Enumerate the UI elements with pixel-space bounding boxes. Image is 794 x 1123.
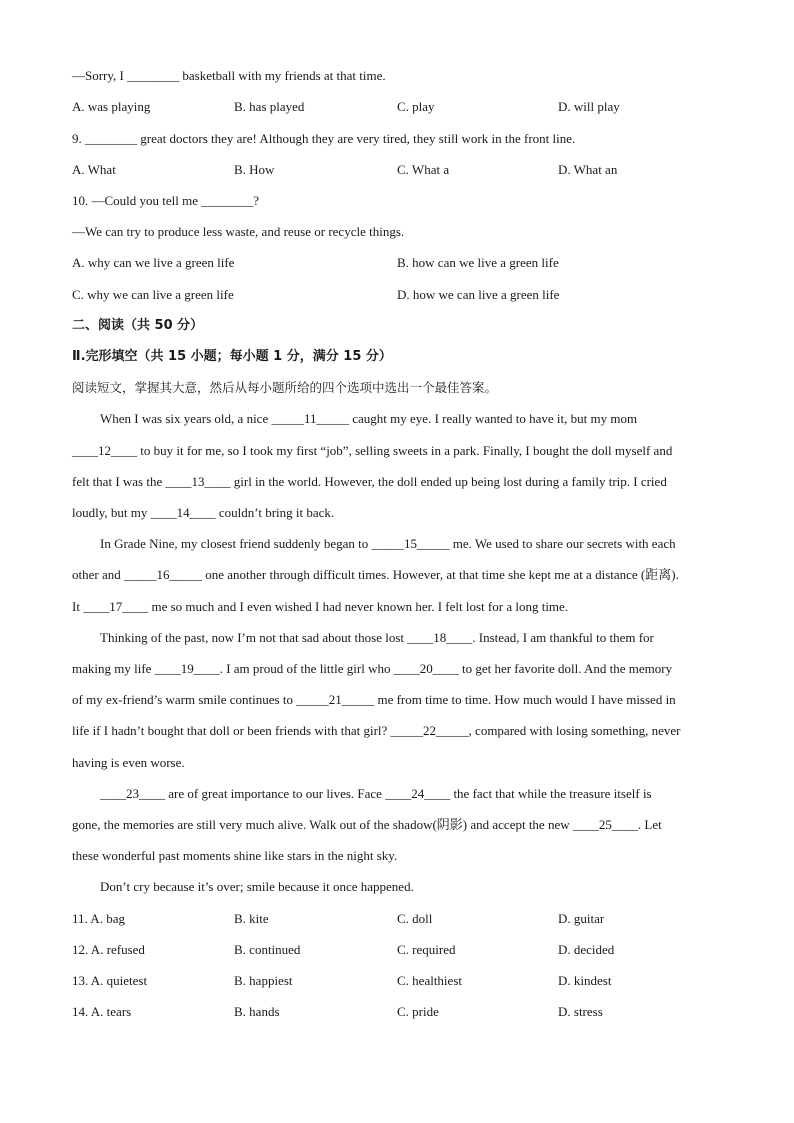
q11-option-d: D. guitar [558, 911, 605, 926]
passage-line: of my ex-friend’s warm smile continues to _____21_____ me from time to time. How much would I have missed in [72, 692, 676, 707]
blank: ________ [127, 68, 180, 83]
passage-line: making my life ____19____. I am proud of the little girl who ____20____ to get her favorite doll. And the memory [72, 661, 673, 676]
passage-line: In Grade Nine, my closest friend suddenly began to _____15_____ me. We used to share our secrets with each [100, 536, 676, 551]
q8-option-c: C. play [397, 99, 435, 114]
blank: ____24____ [385, 786, 451, 801]
passage-line: felt that I was the ____13____ girl in the world. However, the doll ended up being lost during a family trip. I cried [72, 474, 667, 489]
passage-line: When I was six years old, a nice _____11_____ caught my eye. I really wanted to have it, but my mom [100, 411, 638, 426]
q14-option-d: D. stress [558, 1004, 603, 1019]
q10-stem: 10. —Could you tell me ________? [72, 193, 260, 208]
section-title: 二、阅读（共 50 分） [72, 318, 204, 333]
blank: ____25____ [572, 817, 638, 832]
q10-response: —We can try to produce less waste, and reuse or recycle things. [72, 224, 405, 239]
q12-option-a: 12. A. refused [72, 942, 145, 957]
q9-option-c: C. What a [397, 162, 450, 177]
blank: ________ [85, 131, 137, 146]
q10-option-d: D. how we can live a green life [397, 287, 560, 302]
instructions: 阅读短文，掌握其大意，然后从每小题所给的四个选项中选出一个最佳答案。 [72, 380, 498, 395]
part-title: Ⅱ.完形填空（共 15 小题；每小题 1 分，满分 15 分） [72, 349, 392, 364]
passage-line: life if I hadn’t bought that doll or been friends with that girl? _____22_____, compared with losing something, never [72, 723, 681, 738]
blank: ____20____ [393, 661, 459, 676]
passage-line: It ____17____ me so much and I even wished I had never known her. I felt lost for a long time. [72, 599, 569, 614]
blank: _____15_____ [371, 536, 450, 551]
blank: ____23____ [100, 786, 165, 801]
passage-line: ____12____ to buy it for me, so I took my first “job”, selling sweets in a park. Finally, I bought the doll myself and [72, 443, 673, 458]
q8-option-b: B. has played [234, 99, 305, 114]
q13-option-c: C. healthiest [397, 973, 462, 988]
blank: _____21_____ [296, 692, 375, 707]
q12-option-d: D. decided [558, 942, 615, 957]
blank: ____18____ [407, 630, 473, 645]
passage-line: Thinking of the past, now I’m not that sad about those lost ____18____. Instead, I am thankful to them for [100, 630, 654, 645]
q12-option-c: C. required [397, 942, 456, 957]
passage-line: gone, the memories are still very much alive. Walk out of the shadow(阴影) and accept the new ____25____. Let [72, 817, 662, 832]
q14-option-a: 14. A. tears [72, 1004, 132, 1019]
q11-option-b: B. kite [234, 911, 269, 926]
blank: ________ [201, 193, 254, 208]
q14-option-b: B. hands [234, 1004, 280, 1019]
blank: ____17____ [83, 599, 149, 614]
blank: ____12____ [72, 443, 137, 458]
passage-line: other and _____16_____ one another through difficult times. However, at that time she kept me at a distance (距离). [72, 567, 679, 582]
q11-option-c: C. doll [397, 911, 433, 926]
passage-line: having is even worse. [72, 755, 185, 770]
q10-option-c: C. why we can live a green life [72, 287, 234, 302]
q8-option-d: D. will play [558, 99, 620, 114]
blank: ____13____ [165, 474, 231, 489]
blank: ____19____ [154, 661, 220, 676]
blank: _____16_____ [123, 567, 202, 582]
q11-option-a: 11. A. bag [72, 911, 125, 926]
q8-response: —Sorry, I ________ basketball with my friends at that time. [72, 68, 386, 83]
q13-option-d: D. kindest [558, 973, 612, 988]
q9-option-b: B. How [234, 162, 275, 177]
q10-option-a: A. why can we live a green life [72, 255, 235, 270]
q12-option-b: B. continued [234, 942, 301, 957]
blank: ____14____ [150, 505, 216, 520]
q13-option-a: 13. A. quietest [72, 973, 148, 988]
passage-line: loudly, but my ____14____ couldn’t bring it back. [72, 505, 335, 520]
passage-line: Don’t cry because it’s over; smile because it once happened. [100, 879, 414, 894]
q9-option-a: A. What [72, 162, 116, 177]
q9-option-d: D. What an [558, 162, 618, 177]
blank: _____22_____ [390, 723, 469, 738]
q13-option-b: B. happiest [234, 973, 293, 988]
q10-option-b: B. how can we live a green life [397, 255, 559, 270]
passage-line: these wonderful past moments shine like stars in the night sky. [72, 848, 398, 863]
q14-option-c: C. pride [397, 1004, 439, 1019]
q8-option-a: A. was playing [72, 99, 151, 114]
q9-stem: 9. ________ great doctors they are! Although they are very tired, they still work in the front line. [72, 131, 576, 146]
passage-line: ____23____ are of great importance to our lives. Face ____24____ the fact that while the treasure itself is [100, 786, 652, 801]
blank: _____11_____ [271, 411, 350, 426]
